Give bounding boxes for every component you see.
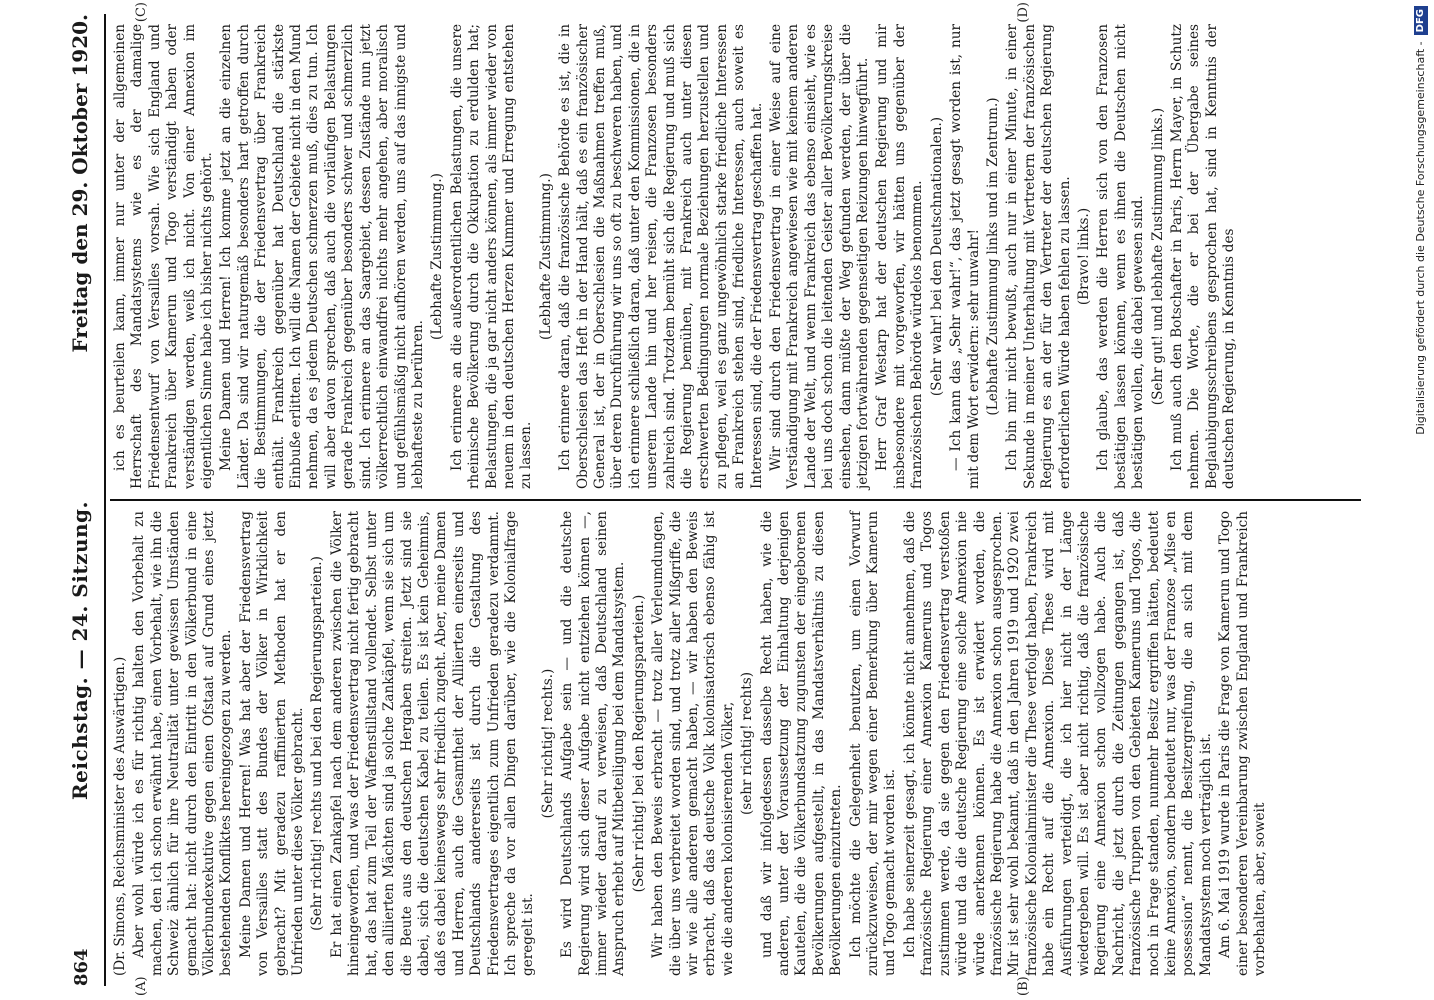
paragraph: (Bravo! links.) [1075,207,1092,306]
paragraph: (sehr richtig! rechts) [739,671,756,816]
paragraph: (Lebhafte Zustimmung.) [537,173,554,340]
paragraph: (Sehr richtig! rechts.) [539,668,556,819]
paragraph: (Lebhafte Zustimmung links und im Zentrum.) [984,97,1001,416]
paragraph: (Sehr gut! und lebhafte Zustimmung links.) [1149,107,1166,406]
margin-marker-b: (B) [1016,976,1031,996]
paragraph: ich es beurteilen kann, immer nur unter der allgemeinen Herrschaft des Mandatsystems wie es der damalige Friedensentwurf von Versailles vorsah. Wie sich England und Frankreich über Kamerun und Togo verständigt haben oder verständigen werden, weiß ich nicht. Von einer Annexion im eigentlichen Sinne habe ich bisher nichts gehört. [112,24,216,489]
document-page [50,0,1390,1000]
session-date: Freitag den 29. Oktober 1920. [68,14,92,353]
paragraph: Meine Damen und Herren! Ich komme jetzt an die einzelnen Länder. Da sind wir naturgemäß besonders hart getroffen durch die Bestimmungen, die der Friedensvertrag über Frankreich enthält. Frankreich gegenüber hat Deutschland die stärkste Einbuße erlitten. Ich will die Namen der Gebiete nicht in den Mund nehmen, da es jedem Deutschen schmerzen muß, dies zu tun. Ich will aber davon sprechen, daß auch die vorläufigen Belastungen gerade Frankreich gegenüber besonders schwer und schmerzlich sind. Ich erinnere an das Saargebiet, dessen Zustände nun jetzt völkerrechtlich einwandfrei nichts mehr angehen, aber moralisch und gefühlsmäßig nicht aufhören werden, uns auf das innigste und lebhafteste zu berühren. [218,24,426,489]
paragraph: Wir sind durch den Friedensvertrag in einer Weise auf eine Verständigung mit Frankreich angewiesen wie mit keinem anderen Lande der Welt, und wenn Frankreich das ebenso einsieht, wie es bei uns doch schon die leitenden Geister aller Bevölkerungskreise einsehen, dann müßte der Weg gefunden werden, der über die jetzigen fortwährenden gegenseitigen Reizungen hinwegführt. [768,24,872,489]
paragraph: (Sehr richtig! bei den Regierungsparteien.) [630,594,647,893]
paragraph: Ich bin mir nicht bewußt, auch nur in einer Minute, in einer Sekunde in meiner Unterhaltung mit Vertretern der französischen Regierung es an der für den Vertreter der deutschen Regierung erforderlichen Würde haben fehlen zu lassen. [1004,24,1073,489]
paragraph: Ich möchte die Gelegenheit benutzen, um einen Vorwurf zurückzuweisen, der mir wegen einer Bemerkung über Kamerun und Togo gemacht worden ist. [847,511,899,976]
left-column [106,501,1361,986]
margin-marker-a: (A) [134,976,149,996]
margin-marker-c: (C) [134,2,149,23]
paragraph: Ich habe seinerzeit gesagt, ich könnte nicht annehmen, daß die französische Regierung einer Annexion Kameruns und Togos zustimmen werde, da sie gegen den Friedensvertrag verstoßen würde und da die deutsche Regierung eine solche Annexion nie würde anerkennen können. Es ist erwidert worden, die französische Regierung habe die Annexion schon ausgesprochen. Mir ist sehr wohl bekannt, daß in den Jahren 1919 und 1920 zwei französische Kolonialminister die These verfolgt haben, Frankreich habe ein Recht auf die Annexion. Diese These wird mit Ausführungen verteidigt, die ich hier nicht in der Länge wiedergeben will. Es ist aber nicht richtig, daß die französische Regierung eine Annexion schon vollzogen habe. Auch die Nachricht, die jetzt durch die Zeitungen gegangen ist, daß französische Truppen von den Gebieten Kameruns und Togos, die noch in Frage standen, nunmehr Besitz ergriffen hätten, bedeutet keine Annexion, sondern bedeutet nur, was der Franzose „Mise en possession“ nennt, die Besitzergreifung, die an sich mit dem Mandatsystem noch verträglich ist. [901,511,1214,976]
digitization-stamp [1412,6,1430,994]
paragraph: Aber wohl würde ich es für richtig halten den Vorbehalt zu machen, den ich schon erwähnt habe, einen Vorbehalt, wie ihn die Schweiz ähnlich für ihre Neutralität unter gewissen Umständen gemacht hat: nicht durch den Eintritt in den Völkerbund in eine Völkerbundexekutive gegen einen Ofstaat auf Grund eines jetzt bestehenden Konfliktes hereingezogen zu werden. [131,511,235,976]
paragraph: (Dr. Simons, Reichsminister des Auswärtigen.) [112,656,128,976]
paragraph: Meine Damen und Herren! Was hat aber der Friedensvertrag von Versailles statt des Bundes der Völker in Wirklichkeit gebracht? Mit geradezu raffinierten Methoden hat er den Unfrieden unter diese Völker gebracht. [237,511,307,976]
column-divider [110,499,1361,501]
paragraph: und daß wir infolgedessen dasselbe Recht haben, wie die anderen, unter der Voraussetzung der Einhaltung derjenigen Kautelen, die die Völkerbundsatzung zugunsten der eingeborenen Bevölkerungen aufgestellt, in das Mandatsverhältnis zu diesen Bevölkerungen einzutreten. [758,511,845,976]
paragraph: Ich glaube, das werden die Herren sich von den Franzosen bestätigen lassen können, wenn es ihnen die Deutschen nicht bestätigen wollen, die dabei gewesen sind. [1095,24,1147,489]
paragraph: Es wird Deutschlands Aufgabe sein — und die deutsche Regierung wird sich dieser Aufgabe nicht entziehen können —, immer wieder darauf zu verweisen, daß Deutschland seinen Anspruch erhebt auf Mitbeteiligung bei dem Mandatsystem. [559,511,628,976]
paragraph: (Lebhafte Zustimmung.) [429,173,446,340]
paragraph: — Ich kann das „Sehr wahr!“, das jetzt gesagt worden ist, nur mit dem Wort erwidern: sehr unwahr! [948,24,982,489]
page-number: 864 [71,948,92,986]
page-header [68,14,106,986]
digitization-text: Digitalisierung gefördert durch die Deutsche Forschungsgemeinschaft - [1414,41,1427,435]
paragraph: Er hat einen Zankapfel nach dem anderen zwischen die Völker hineingeworfen, und was der Friedensvertrag nicht fertig gebracht hat, das hat zum Teil der Waffenstillstand vollendet. Selbst unter den alliierten Mächten sind ja solche Zankäpfel, wenn sie sich um die Beute aus den deutschen Hergaben streiten. Jetzt sind sie dabei, sich die deutschen Kabel zu teilen. Es ist kein Geheimnis, daß es dabei keineswegs sehr friedlich zugeht. Aber, meine Damen und Herren, auch die Gesamtheit der Alliierten einerseits und Deutschlands andererseits ist durch die Gestaltung des Friedensvertrages eigentlich zum Unfrieden geradezu verdammt. Ich spreche da vor allen Dingen darüber, wie die Kolonialfrage geregelt ist. [328,511,537,976]
paragraph: Ich erinnere an die außerordentlichen Belastungen, die unsere rheinische Bevölkerung durch die Okkupation zu erdulden hat; Belastungen, die ja gar nicht anders können, als immer wieder von neuem in den deutschen Herzen Kummer und Erregung entstehen zu lassen. [448,24,535,489]
paragraph: Am 6. Mai 1919 wurde in Paris die Frage von Kamerun und Togo einer besonderen Vereinbarung zwischen England und Frankreich vorbehalten, aber, soweit [1217,511,1268,976]
paragraph: Wir haben den Beweis erbracht — trotz aller Verleumdungen, die über uns verbreitet worden sind, und trotz aller Mißgriffe, die wir wie alle anderen gemacht haben, — wir haben den Beweis erbracht, daß das deutsche Volk kolonisatorisch ebenso fähig ist wie die anderen kolonisierenden Völker, [650,511,736,976]
dfg-logo: DFG [1414,6,1428,35]
paragraph: Herr Graf Westarp hat der deutschen Regierung und mir insbesondere mit vorgeworfen, wir hätten uns gegenüber der französischen Behörde würdelos benommen. [874,24,926,489]
paragraph: Ich erinnere daran, daß die französische Behörde es ist, die in Oberschlesien das Heft in der Hand hält, daß es ein französischer General ist, der in Oberschlesien die Maßnahmen treffen muß, über deren Durchführung wir uns so oft zu beschweren haben, und ich erinnere schließlich daran, daß unter den Kommissionen, die in unserem Lande hin und her reisen, die Franzosen besonders zahlreich sind. Trotzdem bemüht sich die Regierung und muß sich die Regierung bemühen, mit Frankreich auch unter diesen erschwerten Bedingungen normale Beziehungen herzustellen und zu pflegen, weil es ganz ungewöhnlich starke friedliche Interessen an Frankreich stehen sind, friedliche Interessen, auch soweit es Interessen sind, die der Friedensvertrag geschaffen hat. [557,24,765,489]
paragraph: (Sehr richtig! rechts und bei den Regierungsparteien.) [309,556,326,931]
margin-marker-d: (D) [1016,2,1031,23]
text-columns [106,2,1361,996]
session-title: Reichstag. — 24. Sitzung. [68,501,92,800]
paragraph: (Sehr wahr! bei den Deutschnationalen.) [928,116,945,397]
right-column [106,14,1361,499]
paragraph: Ich muß auch den Botschafter in Paris, Herrn Mayer, in Schutz nehmen. Die Worte, die er bei der Übergabe seines Beglaubigungsschreibens gesprochen hat, sind in Kenntnis der deutschen Regierung, in Kenntnis des [1168,24,1238,489]
